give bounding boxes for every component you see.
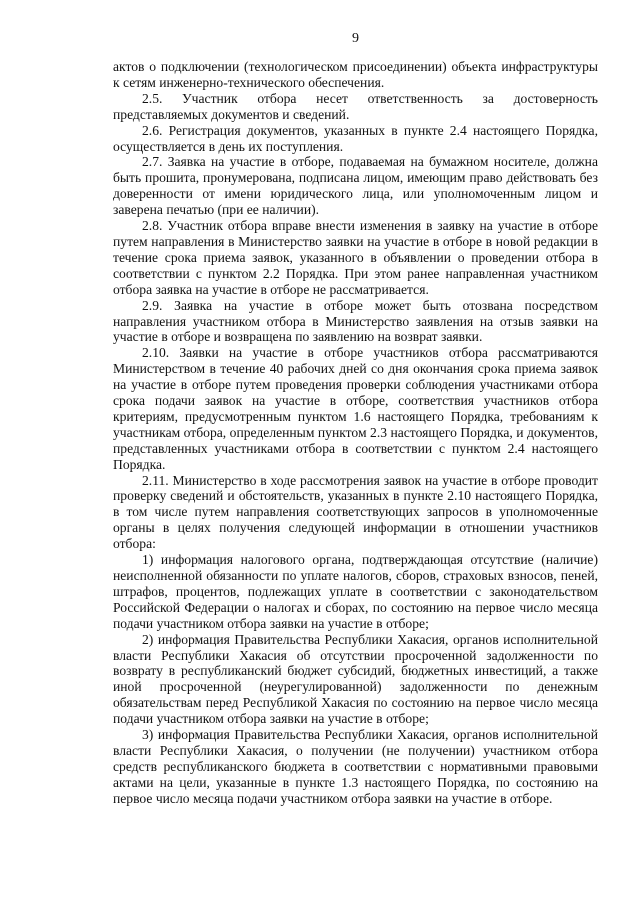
list-item-2: 2) информация Правительства Республики Хакасия, органов исполнительной власти Республики Хакасия об отсутствии просроченной задолженности по возврату в республиканский бюджет субсидий, бюджетных инвестиций, а также иной просроченной (неурегулированной) задолженности по денежным обязательствам перед Республикой Хакасия по состоянию на первое число месяца подачи участником отбора заявки на участие в отборе; [113, 631, 598, 727]
paragraph-2-6: 2.6. Регистрация документов, указанных в пункте 2.4 настоящего Порядка, осуществляется в день их поступления. [113, 122, 598, 154]
document-body [113, 59, 598, 807]
paragraph-continuation: актов о подключении (технологическом присоединении) объекта инфраструктуры к сетям инженерно-технического обеспечения. [113, 59, 598, 90]
paragraph-2-11: 2.11. Министерство в ходе рассмотрения заявок на участие в отборе проводит проверку сведений и обстоятельств, указанных в пункте 2.10 настоящего Порядка, в том числе путем направления соответствующих запросов в уполномоченные органы в целях получения следующей информации в отношении участников отбора: [113, 472, 598, 552]
paragraph-2-8: 2.8. Участник отбора вправе внести изменения в заявку на участие в отборе путем направления в Министерство заявки на участие в отборе в новой редакции в течение срока приема заявок, указанного в объявлении о проведении отбора в соответствии с пунктом 2.2 Порядка. При этом ранее направленная участником отбора заявка на участие в отборе не рассматривается. [113, 218, 598, 297]
paragraph-2-9: 2.9. Заявка на участие в отборе может быть отозвана посредством направления участником отбора в Министерство заявления на отзыв заявки на участие в отборе и возвращена по заявлению на возврат заявки. [113, 297, 598, 345]
paragraph-2-5: 2.5. Участник отбора несет ответственность за достоверность представляемых документов и сведений. [113, 90, 598, 122]
list-item-1: 1) информация налогового органа, подтверждающая отсутствие (наличие) неисполненной обязанности по уплате налогов, сборов, страховых взносов, пеней, штрафов, процентов, подлежащих уплате в соответствии с законодательством Российской Федерации о налогах и сборах, по состоянию на первое число месяца подачи участником отбора заявки на участие в отборе; [113, 552, 598, 631]
paragraph-2-10: 2.10. Заявки на участие в отборе участников отбора рассматриваются Министерством в течение 40 рабочих дней со дня окончания срока приема заявок на участие в отборе путем проведения проверки соблюдения участниками отбора срока подачи заявок на участие в отборе, соответствия участников отбора критериям, предусмотренным пунктом 1.6 настоящего Порядка, требованиям к участникам отбора, определенным пунктом 2.3 настоящего Порядка, и документов, представленных участниками отбора в соответствии с пунктом 2.4 настоящего Порядка. [113, 345, 598, 472]
page-number: 9 [352, 31, 359, 46]
paragraph-2-7: 2.7. Заявка на участие в отборе, подаваемая на бумажном носителе, должна быть прошита, пронумерована, подписана лицом, имеющим право действовать без доверенности от имени юридического лица, или уполномоченным лицом и заверена печатью (при ее наличии). [113, 154, 598, 218]
list-item-3: 3) информация Правительства Республики Хакасия, органов исполнительной власти Республики Хакасия, о получении (не получении) участником отбора средств республиканского бюджета в соответствии с нормативными правовыми актами на цели, указанные в пункте 1.3 настоящего Порядка, по состоянию на первое число месяца подачи участником отбора заявки на участие в отборе. [113, 727, 598, 806]
